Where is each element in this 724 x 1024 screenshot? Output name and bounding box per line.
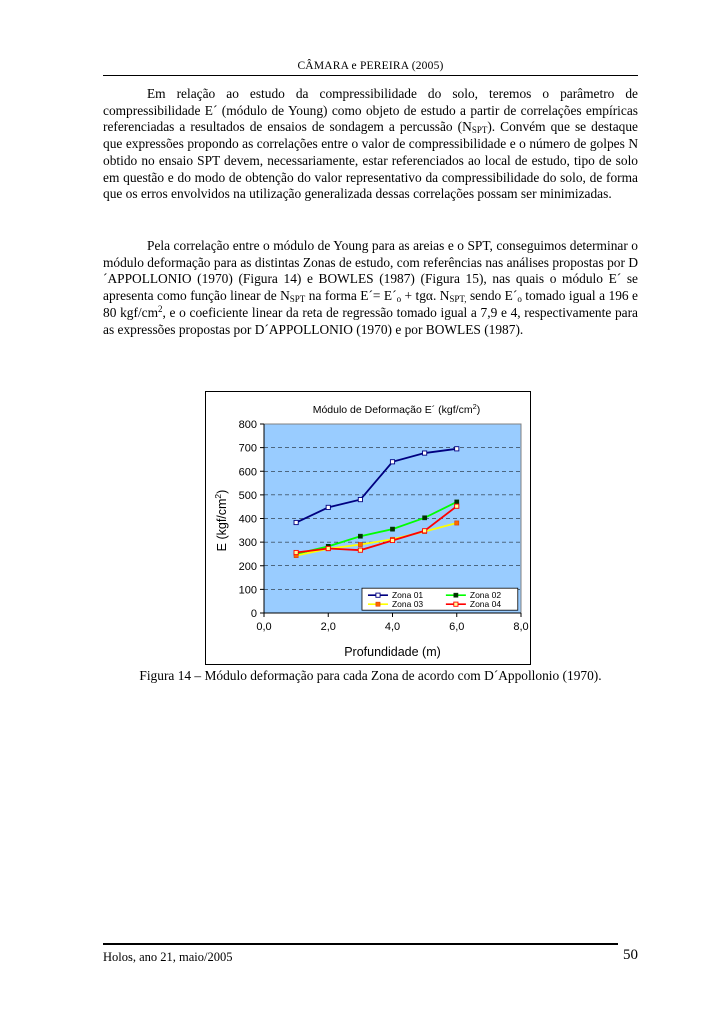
data-point-marker (390, 527, 394, 531)
data-point-marker (358, 534, 362, 538)
legend-label: Zona 01 (391, 590, 424, 601)
page-number: 50 (623, 947, 638, 963)
p2-sub-c: SPT, (449, 294, 467, 305)
p2-sub-a: SPT (289, 294, 306, 305)
paragraph-correlation (103, 238, 638, 338)
data-point-marker (326, 505, 330, 509)
figure-caption: Figura 14 – Módulo deformação para cada Zona de acordo com D´Appollonio (1970). (139, 668, 602, 683)
data-point-marker (376, 593, 380, 597)
y-tick-label: 800 (238, 419, 257, 431)
data-point-marker (455, 504, 459, 508)
data-point-marker (454, 602, 458, 606)
x-tick-label: 8,0 (513, 621, 529, 633)
y-tick-label: 300 (238, 537, 257, 550)
x-tick-label: 6,0 (449, 621, 465, 633)
chart-svg (206, 392, 530, 664)
p2-sub-b: o (396, 294, 402, 305)
y-tick-label: 600 (238, 466, 257, 479)
x-tick-label: 0,0 (256, 621, 272, 633)
footer-journal: Holos, ano 21, maio/2005 (103, 950, 233, 964)
p2-text-a: Pela correlação entre o módulo de Young para as areias e o SPT, conseguimos determinar o módulo deformação para as distintas Zonas de estudo, com referências nas análises propostas por D´APPOLLONIO (1970) (Figura 14) e BOWLES (1987) (Figura 15), nas quais o módulo E´ se apresenta como função linear de N (103, 238, 638, 304)
data-point-marker (454, 593, 458, 597)
y-axis-label-sup: 2 (213, 493, 223, 499)
p1-text-b: ). Convém que se destaque que expressões propondo as correlações entre o valor de compressibilidade e o número de golpes N obtido no ensaio SPT devem, necessariamente, estar referenciados ao local de estudo, tipo de solo em questão e do modo de obtenção do valor representativo da compressibilidade do solo, de forma que os erros envolvidos na utilização generalizada dessas correlações possam ser minimizadas. (103, 119, 638, 202)
legend-label: Zona 04 (469, 599, 502, 610)
data-point-marker (358, 498, 362, 502)
paragraph-compressibility (103, 86, 638, 203)
y-tick-label: 400 (238, 513, 257, 526)
data-point-marker (326, 546, 330, 550)
y-tick-label: 200 (238, 560, 257, 573)
data-point-marker (423, 516, 427, 520)
p2-text-b: na forma E´= E´ (305, 288, 397, 304)
data-point-marker (455, 447, 459, 451)
chart-title (313, 402, 481, 416)
x-axis-label: Profundidade (m) (344, 645, 441, 659)
p2-text-c: + tgα. N (401, 288, 450, 304)
p1-text-a: Em relação ao estudo da compressibilidade do solo, teremos o parâmetro de compressibilidade E´ (módulo de Young) como objeto de estudo a partir de correlações empíricas referenciadas a resultados de ensaios de sondagem a percussão (N (103, 86, 638, 135)
footer-rule (103, 943, 618, 945)
legend-label: Zona 03 (391, 599, 424, 610)
y-axis-label-text: E (kgf/cm (215, 498, 229, 552)
p2-sup-e: 2 (158, 303, 163, 314)
data-point-marker (390, 538, 394, 542)
y-tick-label: 700 (238, 442, 257, 455)
data-point-marker (376, 602, 380, 606)
figure-14-chart (205, 391, 531, 665)
data-point-marker (423, 529, 427, 533)
header-rule (103, 75, 638, 76)
y-tick-label: 100 (238, 584, 257, 597)
y-axis-label-end: ) (215, 489, 229, 494)
data-point-marker (423, 451, 427, 455)
y-tick-label: 500 (238, 489, 257, 502)
chart-title-sup: 2 (472, 402, 477, 411)
p2-sub-d: o (517, 294, 522, 305)
legend-label: Zona 02 (469, 590, 502, 601)
data-point-marker (294, 550, 298, 554)
running-header: CÂMARA e PEREIRA (2005) (297, 60, 444, 72)
p2-text-e: tomado igual a 196 e 80 kgf/cm (103, 288, 638, 320)
x-tick-label: 4,0 (384, 621, 401, 633)
data-point-marker (358, 548, 362, 552)
data-point-marker (294, 520, 298, 524)
data-point-marker (358, 542, 362, 546)
data-point-marker (455, 521, 459, 525)
p2-text-d: sendo E´ (466, 288, 518, 304)
p1-sub-a: SPT (471, 125, 488, 136)
x-tick-label: 2,0 (320, 621, 336, 633)
chart-title-end: ) (476, 404, 481, 416)
p2-text-f: , e o coeficiente linear da reta de regressão tomado igual a 7,9 e 4, respectivamente para as expressões propostas por D´APPOLLONIO (1970) e por BOWLES (1987). (103, 304, 638, 337)
y-tick-label: 0 (250, 608, 257, 620)
data-point-marker (455, 500, 459, 504)
y-axis-label (213, 490, 229, 552)
chart-title-text: Módulo de Deformação E´ (kgf/cm (312, 404, 473, 416)
data-point-marker (390, 460, 394, 464)
